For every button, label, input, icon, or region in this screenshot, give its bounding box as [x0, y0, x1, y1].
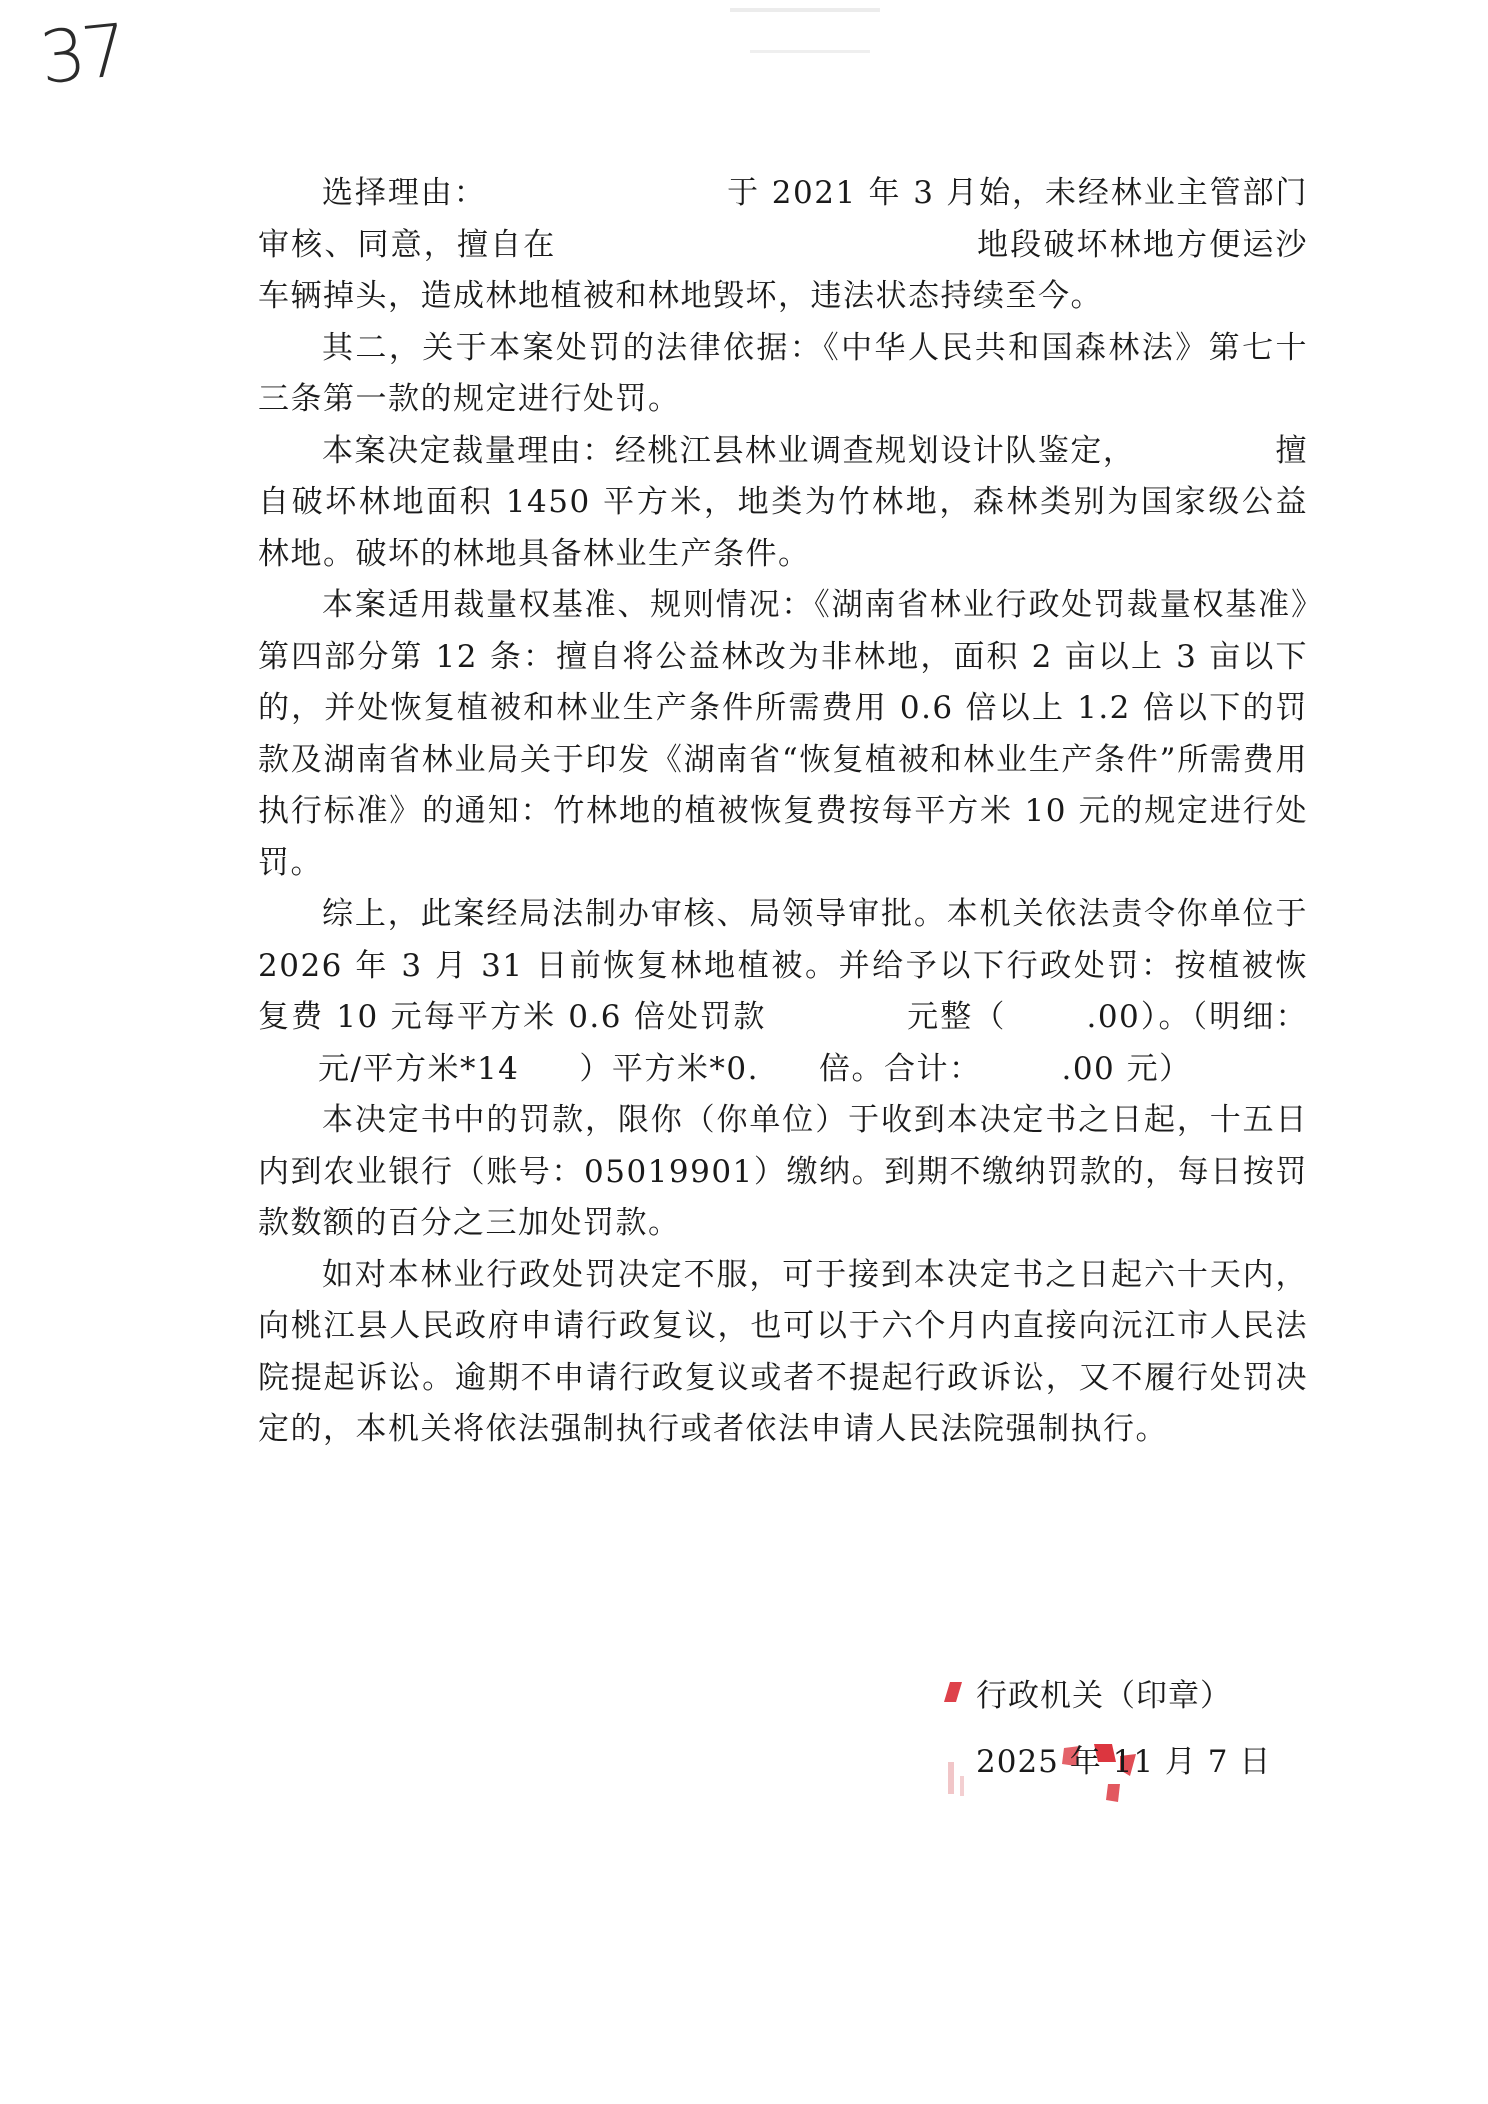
- paragraph-penalty: 综上，此案经局法制办审核、局领导审批。本机关依法责令你单位于 2026 年 3 月 31 日前恢复林地植被。并给予以下行政处罚：按植被恢复费 10 元每平方米 0.6 倍处罚款 元整（ .00）。（明细：元/平方米*14 ）平方米*0. 倍。合计： .00 元）: [258, 896, 1308, 1087]
- paragraph-legal-basis: 其二，关于本案处罚的法律依据：《中华人民共和国森林法》第七十三条第一款的规定进行处罚。: [258, 329, 1308, 417]
- paragraph-discretion: 本案决定裁量理由：经桃江县林业调查规划设计队鉴定， 擅自破坏林地面积 1450 平方米，地类为竹林地，森林类别为国家级公益林地。破坏的林地具备林业生产条件。: [258, 432, 1309, 572]
- scan-smudge: [720, 0, 900, 70]
- paragraph-payment: 本决定书中的罚款，限你（你单位）于收到本决定书之日起，十五日内到农业银行（账号：05019901）缴纳。到期不缴纳罚款的，每日按罚款数额的百分之三加处罚款。: [258, 1102, 1308, 1241]
- signature-block: [976, 1668, 1271, 1790]
- paragraph-standard: 本案适用裁量权基准、规则情况：《湖南省林业行政处罚裁量权基准》第四部分第 12 条：擅自将公益林改为非林地，面积 2 亩以上 3 亩以下的，并处恢复植被和林业生产条件所需费用 0.6 倍以上 1.2 倍以下的罚款及湖南省林业局关于印发《湖南省“恢复植被和林业生产条件”所需费用执行标准》的通知：竹林地的植被恢复费按每平方米 10 元的规定进行处罚。: [258, 587, 1308, 881]
- handwritten-page-number: 37: [35, 7, 128, 101]
- paragraph-appeal: 如对本林业行政处罚决定不服，可于接到本决定书之日起六十天内，向桃江县人民政府申请行政复议，也可以于六个月内直接向沅江市人民法院提起诉讼。逾期不申请行政复议或者不提起行政诉讼，又不履行处罚决定的，本机关将依法强制执行或者依法申请人民法院强制执行。: [258, 1256, 1308, 1447]
- issue-date: 2025 年 11 月 7 日: [976, 1744, 1272, 1780]
- issuing-authority: 行政机关（印章）: [976, 1678, 1232, 1714]
- decision-body: [258, 168, 1308, 1456]
- paragraph-reason: 选择理由： 于 2021 年 3 月始，未经林业主管部门审核、同意，擅自在 地段破坏林地方便运沙车辆掉头，造成林地植被和林地毁坏，违法状态持续至今。: [258, 175, 1309, 314]
